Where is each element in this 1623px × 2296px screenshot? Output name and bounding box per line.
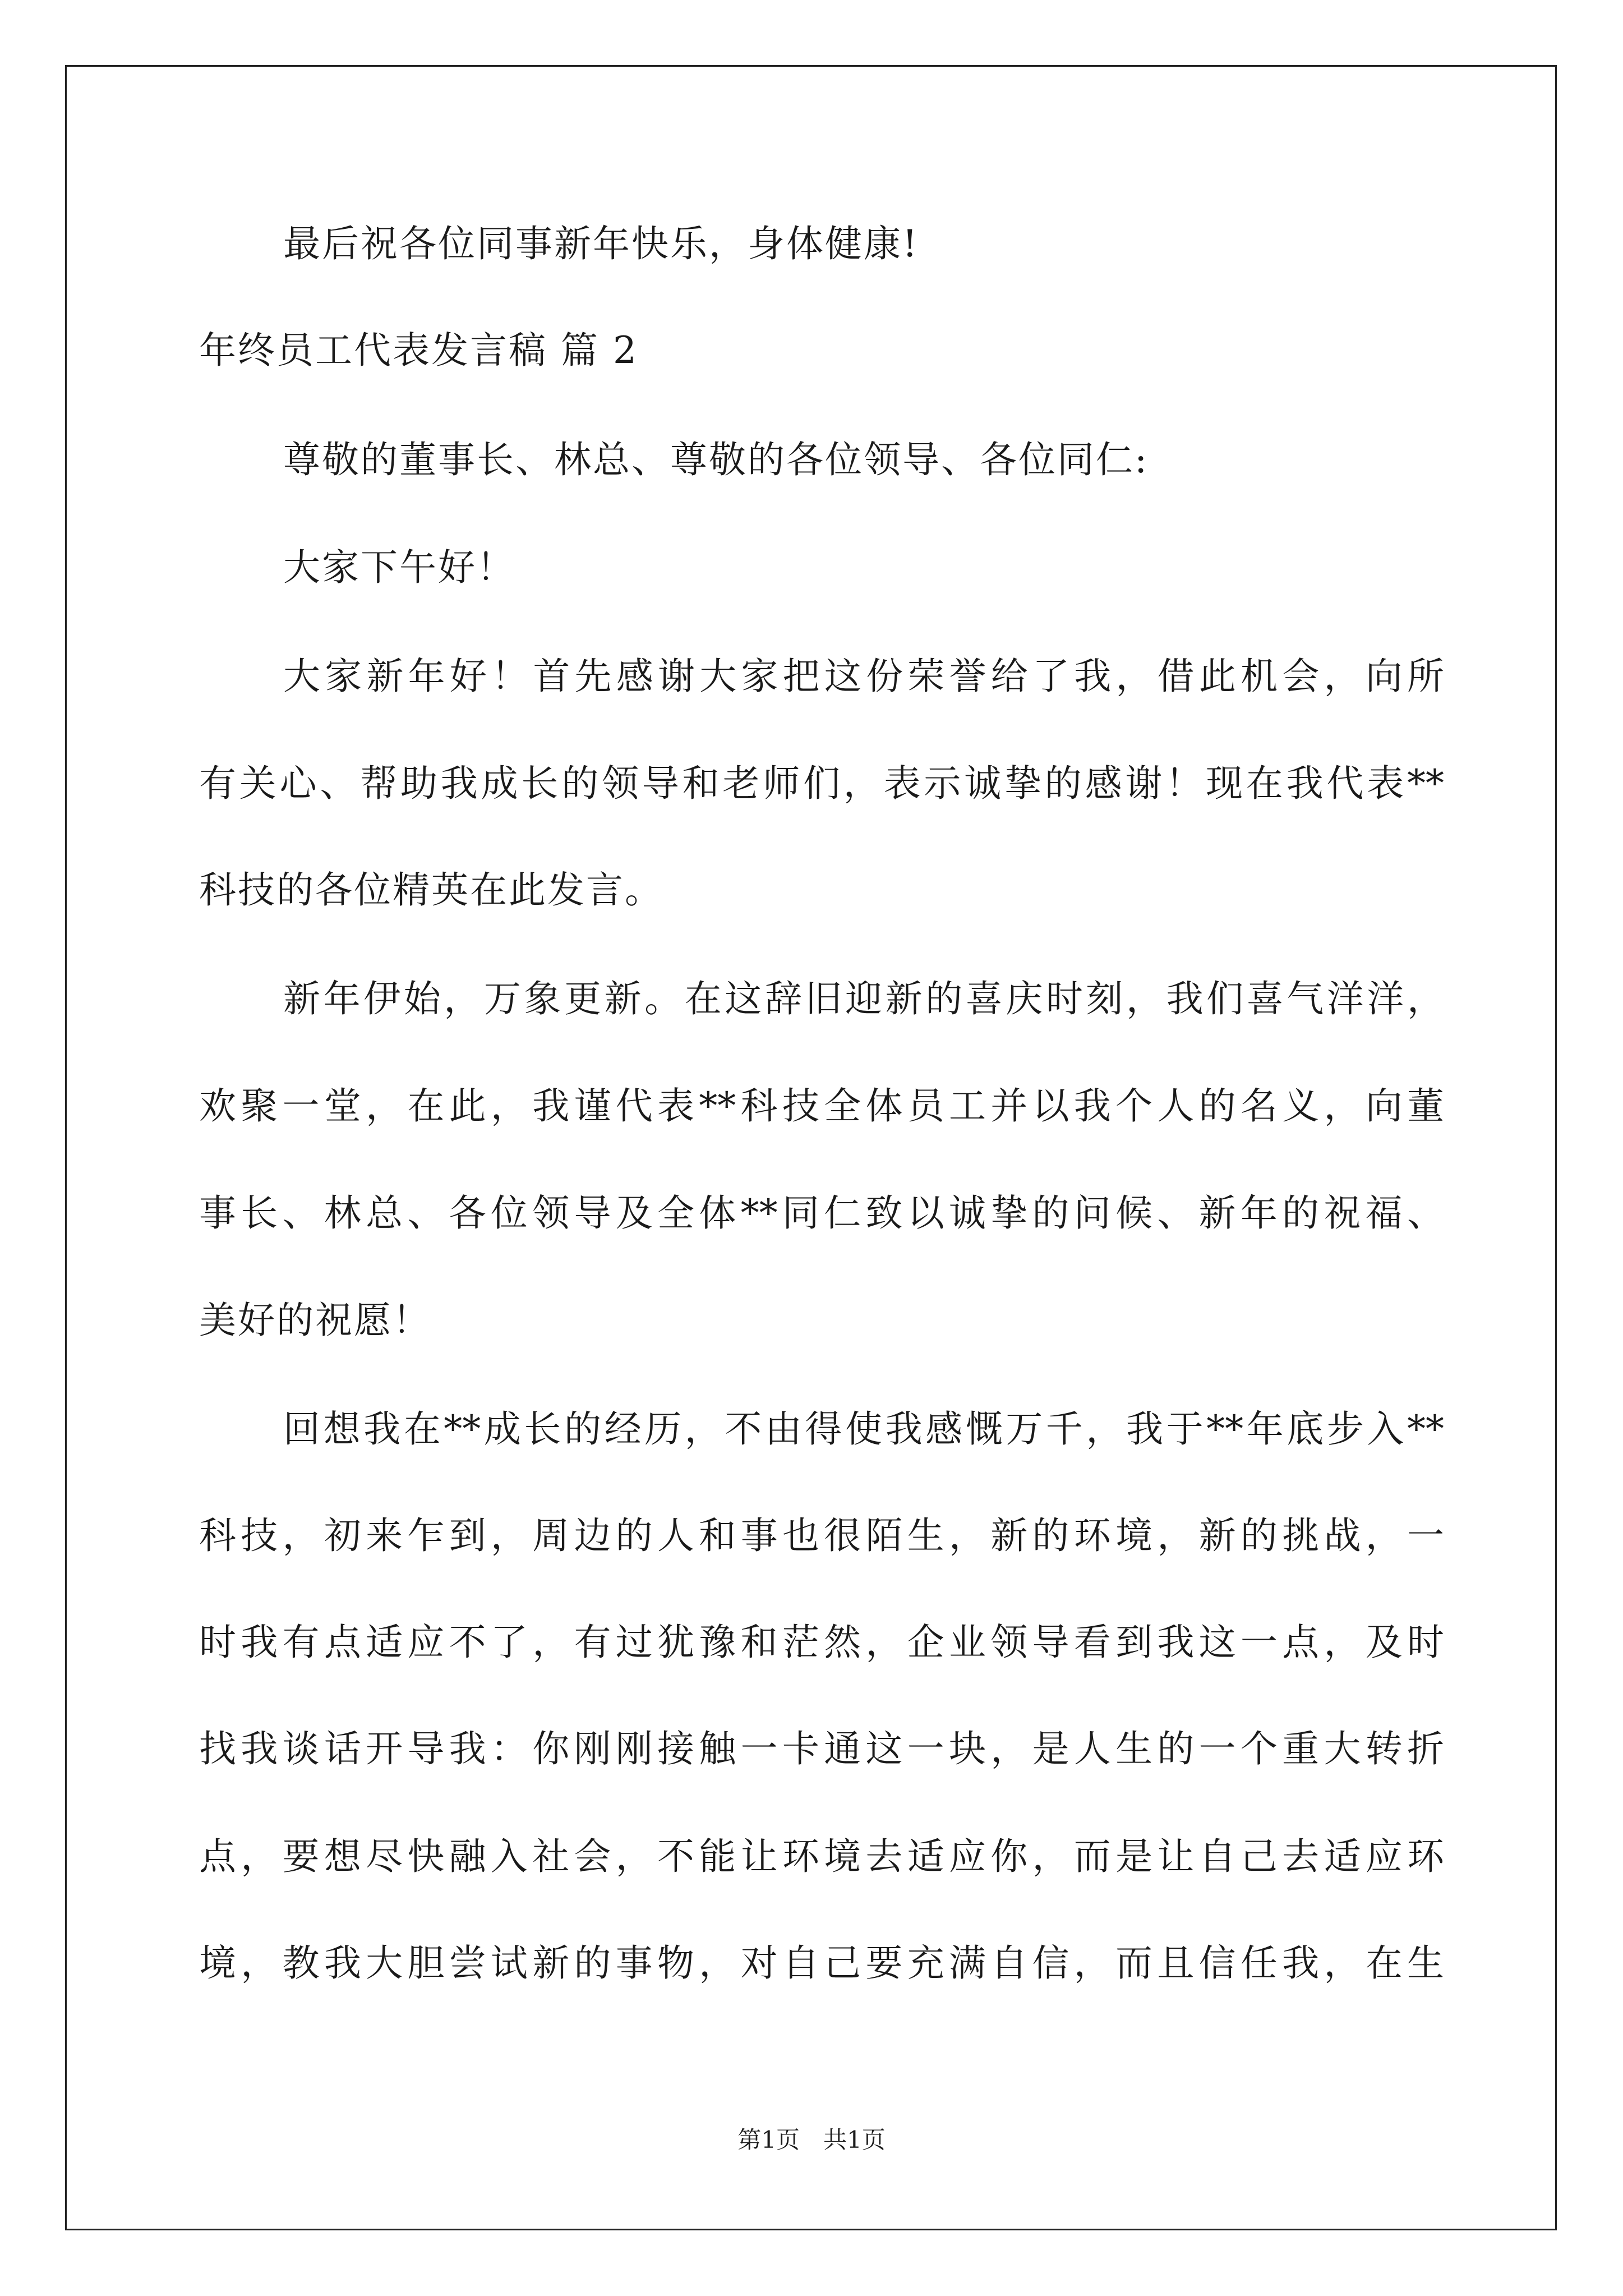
paragraph-line: 科技的各位精英在此发言。 xyxy=(199,868,663,912)
paragraph-line: 大家新年好！首先感谢大家把这份荣誉给了我，借此机会，向所 xyxy=(283,655,1444,698)
paragraph-line: 点，要想尽快融入社会，不能让环境去适应你，而是让自己去适应环 xyxy=(199,1835,1444,1878)
paragraph-line: 欢聚一堂，在此，我谨代表**科技全体员工并以我个人的名义，向董 xyxy=(199,1084,1444,1128)
greeting-line: 大家下午好！ xyxy=(283,546,515,589)
paragraph-line: 时我有点适应不了，有过犹豫和茫然，企业领导看到我这一点，及时 xyxy=(199,1621,1444,1664)
page-footer: 第1页 共1页 xyxy=(737,2126,886,2154)
paragraph-line: 境，教我大胆尝试新的事物，对自己要充满自信，而且信任我，在生 xyxy=(199,1941,1444,1985)
paragraph-line: 科技，初来乍到，周边的人和事也很陌生，新的环境，新的挑战，一 xyxy=(199,1514,1444,1557)
paragraph-line: 美好的祝愿！ xyxy=(199,1299,431,1342)
page-border xyxy=(65,65,1557,2230)
section-heading: 年终员工代表发言稿 篇 2 xyxy=(199,329,638,372)
paragraph-line: 回想我在**成长的经历，不由得使我感慨万千，我于**年底步入** xyxy=(283,1407,1444,1451)
salutation-line: 尊敬的董事长、林总、尊敬的各位领导、各位同仁: xyxy=(283,438,1149,481)
paragraph-line: 找我谈话开导我：你刚刚接触一卡通这一块，是人生的一个重大转折 xyxy=(199,1727,1444,1770)
paragraph-line: 有关心、帮助我成长的领导和老师们，表示诚挚的感谢！现在我代表** xyxy=(199,762,1444,805)
paragraph-line: 事长、林总、各位领导及全体**同仁致以诚挚的问候、新年的祝福、 xyxy=(199,1191,1444,1235)
closing-wish-line: 最后祝各位同事新年快乐，身体健康! xyxy=(283,222,919,265)
paragraph-line: 新年伊始，万象更新。在这辞旧迎新的喜庆时刻，我们喜气洋洋， xyxy=(283,977,1444,1020)
